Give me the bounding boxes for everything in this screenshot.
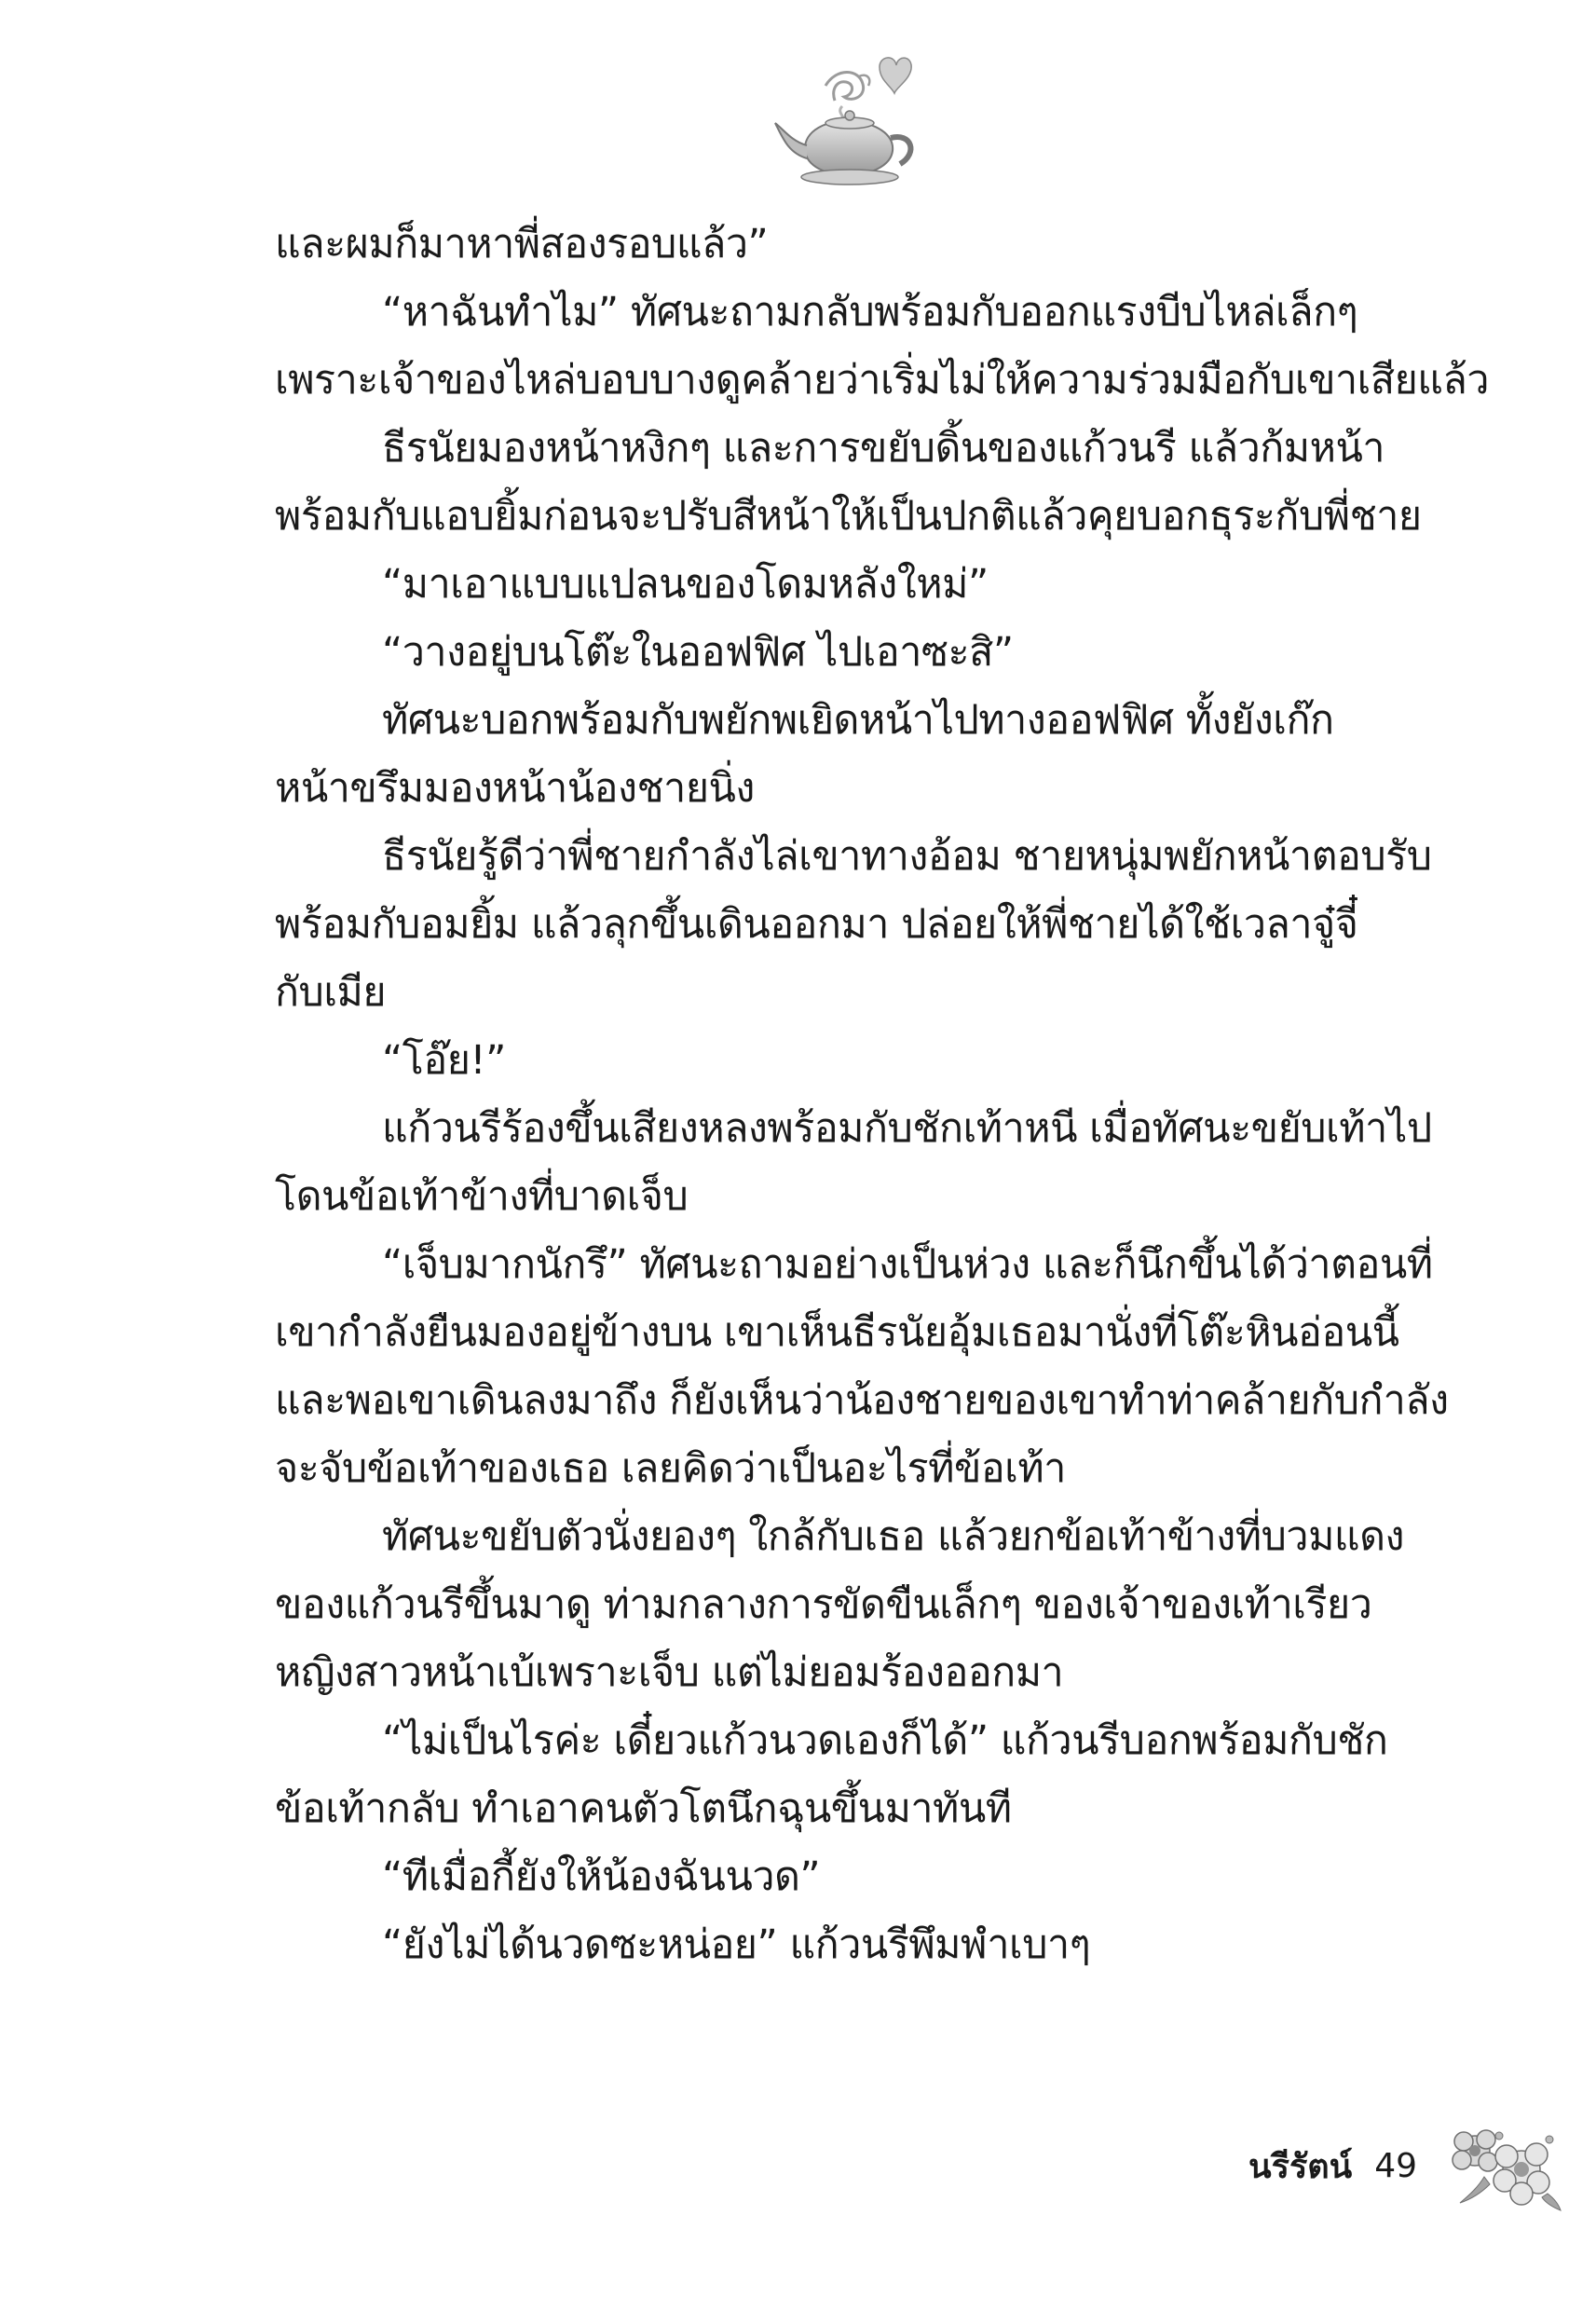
teapot-cupid-ornament-icon [770,48,928,188]
text-line: เขากำลังยืนมองอยู่ข้างบน เขาเห็นธีรนัยอุ้มเธอมานั่งที่โต๊ะหินอ่อนนี้ [275,1309,1399,1356]
text-line: “หาฉันทำไม” ทัศนะถามกลับพร้อมกับออกแรงบีบไหล่เล็กๆ [382,289,1358,335]
text-line: “ไม่เป็นไรค่ะ เดี๋ยวแก้วนวดเองก็ได้” แก้วนรีบอกพร้อมกับชัก [382,1717,1388,1764]
text-line: ข้อเท้ากลับ ทำเอาคนตัวโตนึกฉุนขึ้นมาทันที [275,1785,1012,1832]
text-line: จะจับข้อเท้าของเธอ เลยคิดว่าเป็นอะไรที่ข้อเท้า [275,1445,1066,1492]
text-line: “ทีเมื่อกี้ยังให้น้องฉันนวด” [382,1853,821,1900]
text-line: หน้าขรึมมองหน้าน้องชายนิ่ง [275,765,755,812]
text-line: กับเมีย [275,969,387,1016]
text-line: พร้อมกับอมยิ้ม แล้วลุกขึ้นเดินออกมา ปล่อยให้พี่ชายได้ใช้เวลาจู๋จี๋ [275,901,1358,948]
text-line: ของแก้วนรีขึ้นมาดู ท่ามกลางการขัดขืนเล็กๆ ของเจ้าของเท้าเรียว [275,1581,1372,1628]
text-line: และพอเขาเดินลงมาถึง ก็ยังเห็นว่าน้องชายของเขาทำท่าคล้ายกับกำลัง [275,1377,1449,1424]
text-line: ธีรนัยรู้ดีว่าพี่ชายกำลังไล่เขาทางอ้อม ชายหนุ่มพยักหน้าตอบรับ [382,833,1432,880]
text-line: โดนข้อเท้าข้างที่บาดเจ็บ [275,1173,689,1220]
text-line: “โอ๊ย!” [382,1037,506,1084]
text-line: พร้อมกับแอบยิ้มก่อนจะปรับสีหน้าให้เป็นปกติแล้วคุยบอกธุระกับพี่ชาย [275,493,1422,540]
flower-bouquet-icon [1443,2119,1564,2212]
book-title: นรีรัตน์ [1248,2147,1353,2186]
text-line: “วางอยู่บนโต๊ะในออฟฟิศ ไปเอาซะสิ” [382,629,1014,676]
page-body-text [275,211,1489,1979]
text-line: แก้วนรีร้องขึ้นเสียงหลงพร้อมกับชักเท้าหนี เมื่อทัศนะขยับเท้าไป [382,1105,1432,1152]
text-line: และผมก็มาหาพี่สองรอบแล้ว” [275,221,769,267]
page-footer [1248,2119,1564,2212]
text-line: หญิงสาวหน้าเบ้เพราะเจ็บ แต่ไม่ยอมร้องออกมา [275,1649,1064,1696]
text-line: ทัศนะบอกพร้อมกับพยักพเยิดหน้าไปทางออฟฟิศ ทั้งยังเก๊ก [382,697,1334,744]
text-line: “เจ็บมากนักรึ” ทัศนะถามอย่างเป็นห่วง และก็นึกขึ้นได้ว่าตอนที่ [382,1241,1433,1288]
text-line: “มาเอาแบบแปลนของโดมหลังใหม่” [382,561,989,608]
text-line: ธีรนัยมองหน้าหงิกๆ และการขยับดิ้นของแก้วนรี แล้วก้มหน้า [382,425,1385,472]
text-line: “ยังไม่ได้นวดซะหน่อย” แก้วนรีพึมพำเบาๆ [382,1921,1091,1968]
page-number: 49 [1374,2146,1418,2185]
text-line: เพราะเจ้าของไหล่บอบบางดูคล้ายว่าเริ่มไม่ให้ความร่วมมือกับเขาเสียแล้ว [275,357,1489,403]
text-line: ทัศนะขยับตัวนั่งยองๆ ใกล้กับเธอ แล้วยกข้อเท้าข้างที่บวมแดง [382,1513,1405,1560]
